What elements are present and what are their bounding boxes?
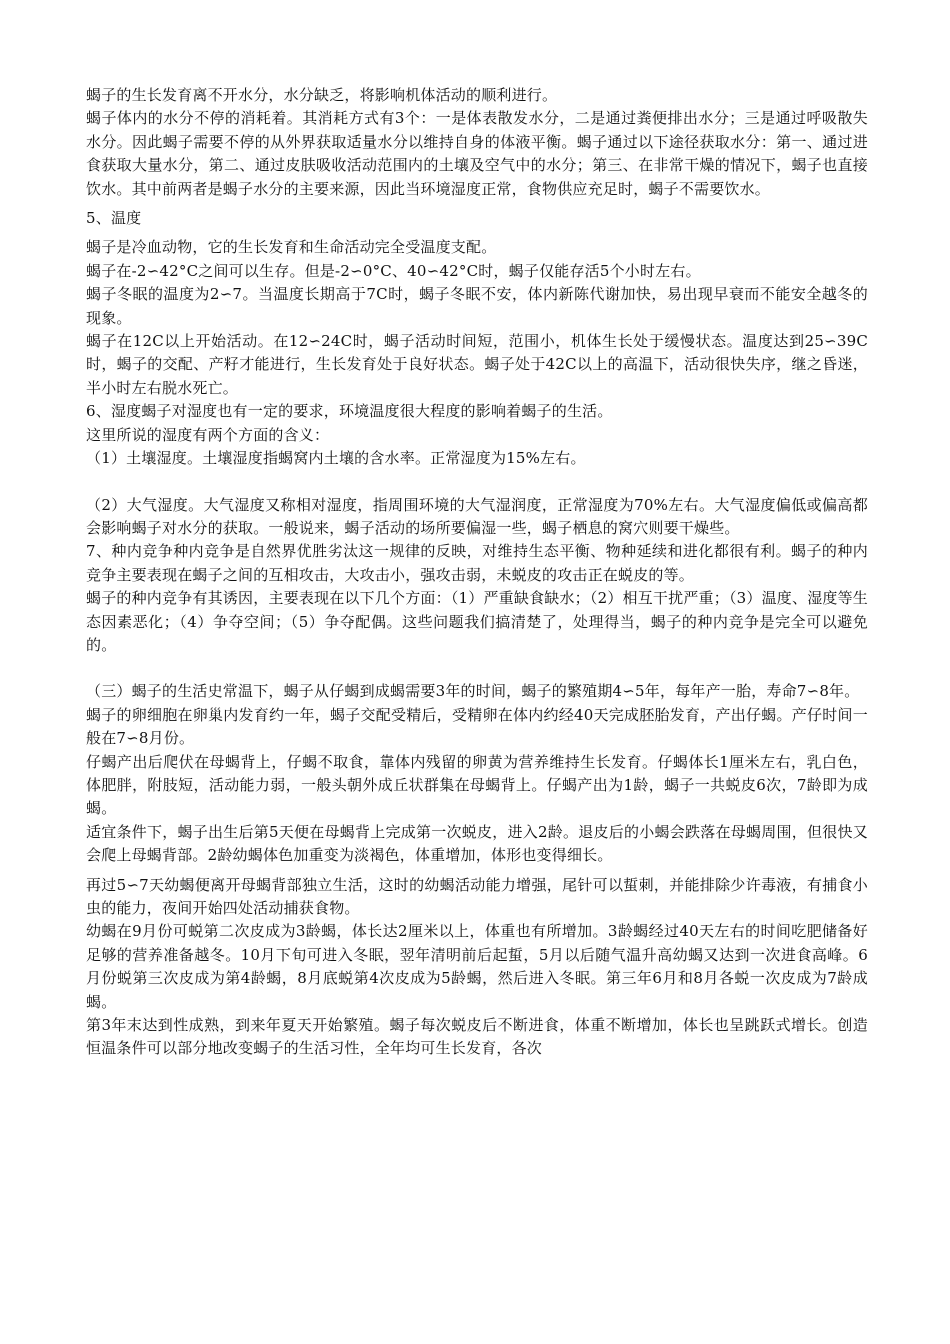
paragraph-competition-causes: 蝎子的种内竞争有其诱因，主要表现在以下几个方面：（1）严重缺食缺水；（2）相互干扰严重；（3）温度、湿度等生态因素恶化；（4）争夺空间；（5）争夺配偶。这些问题我们搞清楚了，处理得当，蝎子的种内竞争是完全可以避免的。 [86,589,868,654]
paragraph-first-molt: 适宜条件下，蝎子出生后第5天便在母蝎背上完成第一次蜕皮，进入2龄。退皮后的小蝎会跌落在母蝎周围，但很快又会爬上母蝎背部。2龄幼蝎体色加重变为淡褐色，体重增加，体形也变得细长。 [86,822,868,865]
paragraph-survival-range: 蝎子在-2∽42°C之间可以生存。但是-2∽0°C、40∽42°C时，蝎子仅能存活5个小时左右。 [86,261,701,280]
paragraph-maturity: 第3年末达到性成熟，到来年夏天开始繁殖。蝎子每次蜕皮后不断进食，体重不断增加，体长也呈跳跃式增长。创造恒温条件可以部分地改变蝎子的生活习性，全年均可生长发育，各次 [86,1016,868,1058]
section-heading-competition: 7、种内竞争种内竞争是自然界优胜劣汰这一规律的反映，对维持生态平衡、物种延续和进化都很有利。蝎子的种内竞争主要表现在蝎子之间的互相攻击，大攻击小，强攻击弱，未蜕皮的攻击正在蜕皮的等。 [86,542,868,584]
paragraph-soil-humidity: （1）土壤湿度。土壤湿度指蝎窝内土壤的含水率。正常湿度为15%左右。 [86,449,586,468]
paragraph-later-molts: 幼蝎在9月份可蜕第二次皮成为3龄蝎，体长达2厘米以上，体重也有所增加。3龄蝎经过40天左右的时间吃肥储备好足够的营养准备越冬。10月下旬可进入冬眠，翌年清明前后起蜇，5月以后随气温升高幼蝎又达到一次进食高峰。6月份蜕第三次皮成为第4龄蝎，8月底蜕第4次皮成为5龄蝎，然后进入冬眠。第三年6月和8月各蜕一次皮成为7龄成蝎。 [86,922,868,1011]
section-heading-life-history: （三）蝎子的生活史常温下，蝎子从仔蝎到成蝎需要3年的时间，蝎子的繁殖期4∽5年，每年产一胎，寿命7∽8年。 [86,682,860,701]
paragraph-humidity-meaning: 这里所说的湿度有两个方面的含义： [86,425,330,444]
paragraph-hibernation: 蝎子冬眠的温度为2∽7。当温度长期高于7C时，蝎子冬眠不安，体内新陈代谢加快，易出现早衰而不能安全越冬的现象。 [86,285,868,327]
paragraph-water-consumption: 蝎子体内的水分不停的消耗着。其消耗方式有3个：一是体表散发水分，二是通过粪便排出水分；三是通过呼吸散失水分。因此蝎子需要不停的从外界获取适量水分以维持自身的体液平衡。蝎子通过以下途径获取水分：第一、通过进食获取大量水分，第二、通过皮肤吸收活动范围内的土壤及空气中的水分；第三、在非常干燥的情况下，蝎子也直接饮水。其中前两者是蝎子水分的主要来源，因此当环境湿度正常，食物供应充足时，蝎子不需要饮水。 [86,109,868,198]
paragraph-water-intro: 蝎子的生长发育离不开水分，水分缺乏，将影响机体活动的顺利进行。 [86,86,558,104]
paragraph-independent-life: 再过5∽7天幼蝎便离开母蝎背部独立生活，这时的幼蝎活动能力增强，尾针可以蜇刺，并能排除少许毒液，有捕食小虫的能力，夜间开始四处活动捕获食物。 [86,875,868,917]
paragraph-egg-development: 蝎子的卵细胞在卵巢内发育约一年，蝎子交配受精后，受精卵在体内约经40天完成胚胎发育，产出仔蝎。产仔时间一般在7∽8月份。 [86,705,868,748]
document-page [86,84,868,1061]
section-heading-humidity: 6、湿度蝎子对湿度也有一定的要求，环境温度很大程度的影响着蝎子的生活。 [86,402,613,421]
paragraph-young-scorpion: 仔蝎产出后爬伏在母蝎背上，仔蝎不取食，靠体内残留的卵黄为营养维持生长发育。仔蝎体长1厘米左右，乳白色，体肥胖，附肢短，活动能力弱，一般头朝外成丘状群集在母蝎背上。仔蝎产出为1龄，蝎子一共蜕皮6次，7龄即为成蝎。 [86,752,868,818]
section-heading-temperature: 5、温度 [86,209,142,228]
paragraph-activity-temperature: 蝎子在12C以上开始活动。在12∽24C时，蝎子活动时间短，范围小，机体生长处于缓慢状态。温度达到25∽39C时，蝎子的交配、产籽才能进行，生长发育处于良好状态。蝎子处于42C以上的高温下，活动很快失序，继之昏迷，半小时左右脱水死亡。 [86,332,868,397]
paragraph-cold-blooded: 蝎子是冷血动物，它的生长发育和生命活动完全受温度支配。 [86,238,497,257]
paragraph-air-humidity: （2）大气湿度。大气湿度又称相对湿度，指周围环境的大气湿润度，正常湿度为70%左右。大气湿度偏低或偏高都会影响蝎子对水分的获取。一般说来，蝎子活动的场所要偏湿一些，蝎子栖息的窝穴则要干燥些。 [86,495,868,537]
